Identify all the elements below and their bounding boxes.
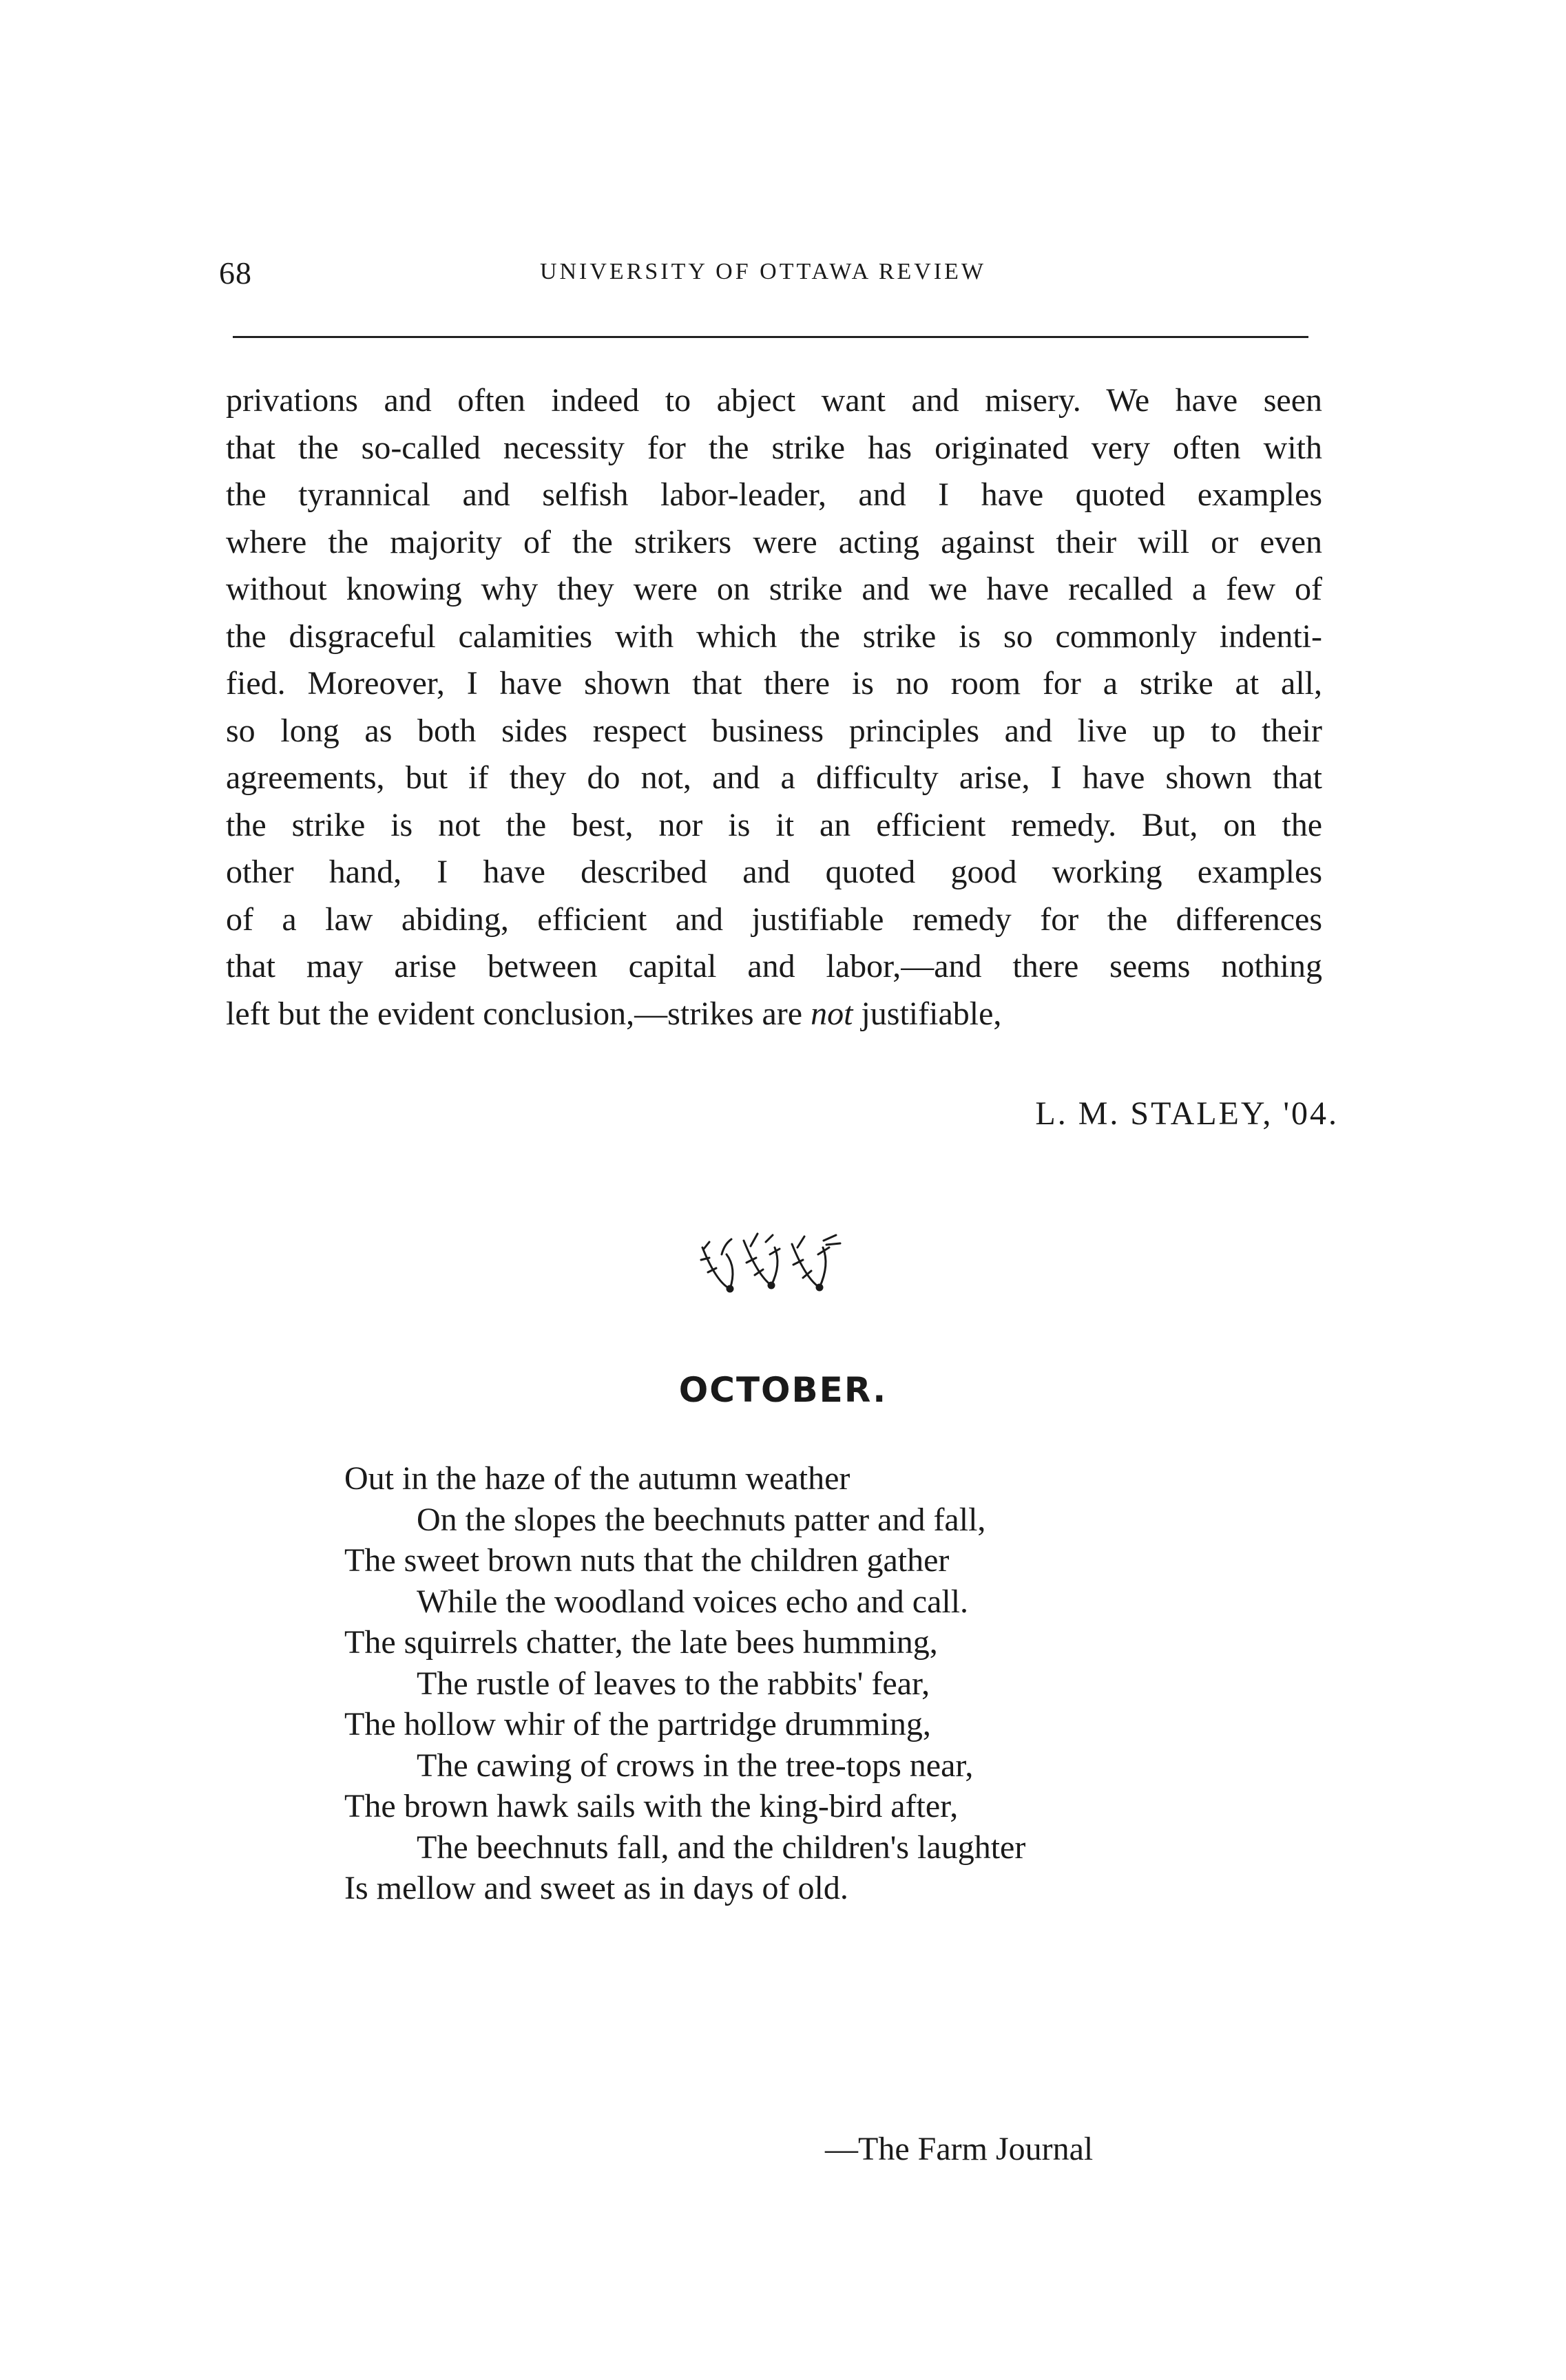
article-last-line-start: left but the evident conclusion,—strikes are <box>226 995 811 1032</box>
poem-attribution: —The Farm Journal <box>825 2131 1094 2167</box>
article-line: where the majority of the strikers were acting against their will or even <box>226 523 1322 560</box>
poem-line: The squirrels chatter, the late bees humming, <box>344 1624 938 1661</box>
poem-line: While the woodland voices echo and call. <box>417 1583 969 1620</box>
poem-title: OCTOBER. <box>678 1370 888 1410</box>
poem-line: The brown hawk sails with the king-bird after, <box>344 1788 959 1824</box>
article-line: that the so-called necessity for the strike has originated very often with <box>226 429 1322 466</box>
article-line: so long as both sides respect business principles and live up to their <box>226 712 1322 749</box>
article-line: the strike is not the best, nor is it an efficient remedy. But, on the <box>226 806 1322 843</box>
page-header <box>219 255 1307 303</box>
running-title: UNIVERSITY OF OTTAWA REVIEW <box>539 259 987 284</box>
poem-line: The hollow whir of the partridge drumming, <box>344 1706 931 1742</box>
article-line: privations and often indeed to abject want and misery. We have seen <box>226 382 1322 419</box>
article-line: fied. Moreover, I have shown that there is no room for a strike at all, <box>226 665 1322 702</box>
poem-line: The rustle of leaves to the rabbits' fear, <box>417 1665 930 1702</box>
header-rule <box>233 336 1308 338</box>
page-number: 68 <box>219 255 252 291</box>
article-last-line <box>226 991 1322 1038</box>
article-line: the disgraceful calamities with which the strike is so commonly indenti- <box>226 618 1322 655</box>
article-line: of a law abiding, efficient and justifiable remedy for the differences <box>226 901 1322 938</box>
article-line: the tyrannical and selfish labor-leader, and I have quoted examples <box>226 476 1322 513</box>
article-body <box>226 377 1322 1038</box>
author-signature: L. M. STALEY, '04. <box>1035 1095 1339 1132</box>
article-line: agreements, but if they do not, and a difficulty arise, I have shown that <box>226 759 1322 796</box>
article-emphasis: not <box>811 995 853 1032</box>
article-line: that may arise between capital and labor,—and there seems nothing <box>226 948 1322 984</box>
poem-line: Out in the haze of the autumn weather <box>344 1460 850 1497</box>
poem-body <box>344 1458 1308 1909</box>
article-line: without knowing why they were on strike and we have recalled a few of <box>226 571 1322 607</box>
leaf-ornament-icon <box>689 1227 854 1296</box>
article-last-line-end: justifiable, <box>853 995 1002 1032</box>
poem-line: The beechnuts fall, and the children's laughter <box>417 1829 1026 1866</box>
poem-line: Is mellow and sweet as in days of old. <box>344 1870 848 1906</box>
poem-line: The cawing of crows in the tree-tops near, <box>417 1747 974 1784</box>
poem-line: On the slopes the beechnuts patter and fall, <box>417 1501 986 1538</box>
poem-line: The sweet brown nuts that the children gather <box>344 1542 950 1579</box>
article-line: other hand, I have described and quoted good working examples <box>226 854 1322 890</box>
